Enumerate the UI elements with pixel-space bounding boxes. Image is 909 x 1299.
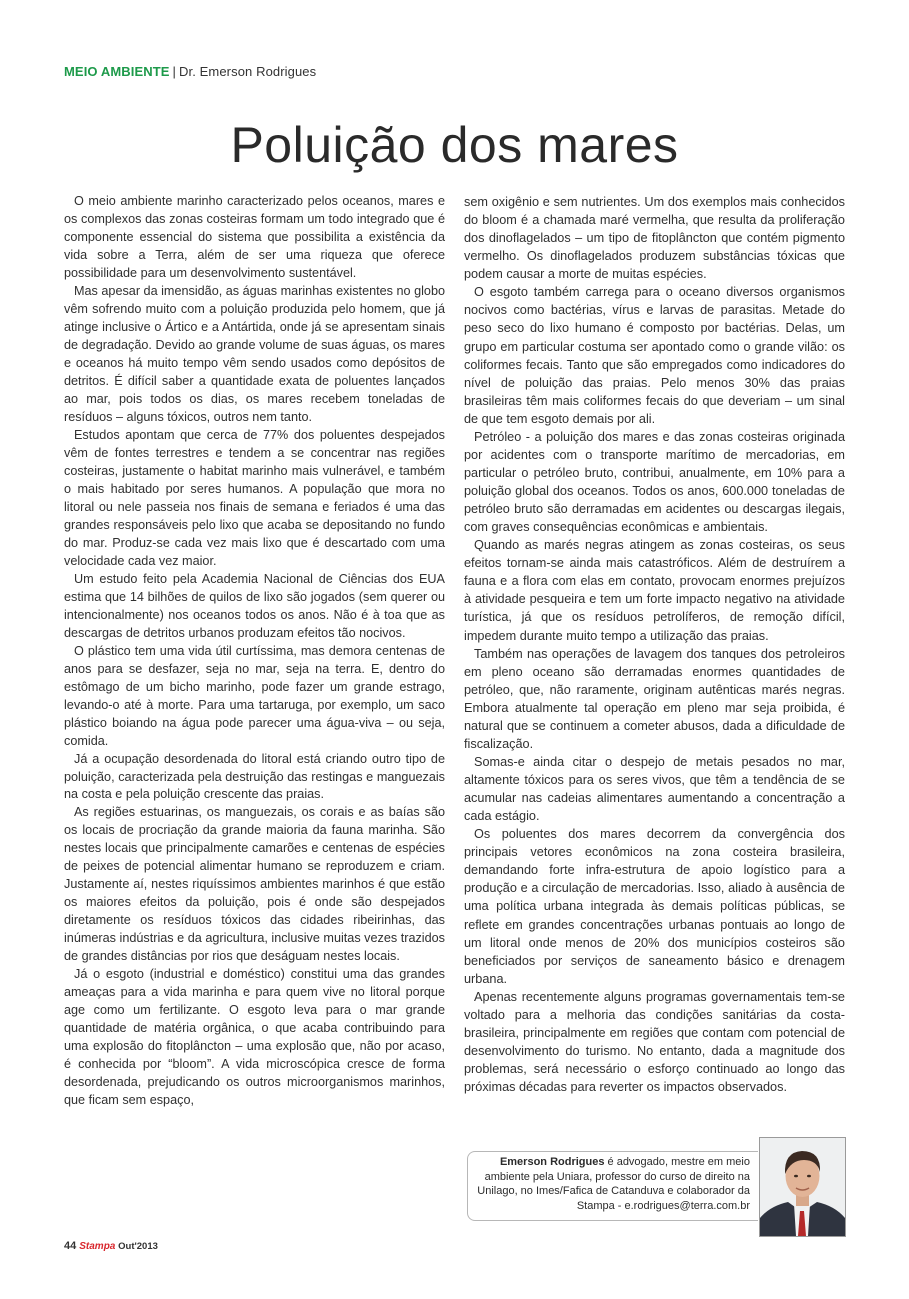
magazine-name: Stampa xyxy=(79,1241,116,1252)
paragraph: O plástico tem uma vida útil curtíssima, mas demora centenas de anos para se desfazer, seja no mar, seja na terra. E, dentro do estômago de um bicho marinho, pode fazer um grande estrago, levando-o até à morte. Para uma tartaruga, por exemplo, um saco plástico boiando na água pode parecer uma água-viva – ou seja, comida. xyxy=(64,643,445,748)
paragraph: Quando as marés negras atingem as zonas costeiras, os seus efeitos tornam-se ainda mais catastróficos. Além de destruírem a fauna e a flora com elas em contato, provocam enormes prejuízos à atividade pesqueira e tem um forte impacto negativo na atividade turística, já que os resíduos petrolíferos, de remoção difícil, impedem durante muito tempo a utilização das praias. xyxy=(464,538,845,643)
paragraph: Já a ocupação desordenada do litoral está criando outro tipo de poluição, caracterizada pela destruição das restingas e manguezais na costa e pela poluição crescente das praias. xyxy=(64,751,445,802)
paragraph: Mas apesar da imensidão, as águas marinhas existentes no globo vêm sofrendo muito com a poluição produzida pelo homem, que já atinge inclusive o Ártico e a Antártida, onde já se apresentam sinais de degradação. Devido ao grande volume de suas águas, os mares e oceanos há muito tempo vêm sendo usados como depósitos de detritos. É difícil saber a quantidade exata de poluentes lançados ao mar, pois todos os dias, os mares recebem toneladas de resíduos – alguns tóxicos, outros nem tanto. xyxy=(64,283,446,424)
paragraph: Apenas recentemente alguns programas governamentais tem-se voltado para a melhoria das condições sanitárias da costa-brasileira, principalmente em regiões que contam com potencial de desenvolvimento do turismo. No entanto, dada a magnitude dos problemas, será necessário o esforço continuado ao longo das próximas décadas para reverter os impactos observados. xyxy=(464,989,845,1095)
bio-text: é advogado, mestre em meio ambiente pela Uniara, professor do curso de direito na Unilago, no Imes/Fafica de Catanduva e colaborador da Stampa - e.rodrigues@terra.com.br xyxy=(477,1156,750,1212)
paragraph: Petróleo - a poluição dos mares e das zonas costeiras originada por acidentes com o transporte marítimo de mercadorias, em particular o petróleo bruto, contribui, anualmente, em 10% para a poluição global dos oceanos. Todos os anos, 600.000 toneladas de petróleo bruto são derramadas em acidentes ou descargas ilegais, com graves consequências econômicas e ambientais. xyxy=(464,429,845,535)
article-title: Poluição dos mares xyxy=(230,117,679,173)
paragraph: Já o esgoto (industrial e doméstico) constitui uma das grandes ameaças para a vida marinha e para quem vive no litoral porque age como um fertilizante. O esgoto leva para o mar grande quantidade de matéria orgânica, o que acaba contribuindo para uma explosão do fitoplâncton – uma explosão que, não por acaso, é conhecida por “bloom”. A vida microscópica cresce de forma desordenada, prejudicando os outros microorganismos marinhos, que ficam sem espaço, xyxy=(64,967,445,1108)
header-separator: | xyxy=(172,64,177,79)
paragraph: Um estudo feito pela Academia Nacional de Ciências dos EUA estima que 14 bilhões de quilos de lixo são jogados (sem querer ou intencionalmente) nos oceanos todos os anos. Não é à toa que as descargas de detritos urbanos produzam efeitos tão nocivos. xyxy=(64,571,445,640)
paragraph: Os poluentes dos mares decorrem da convergência dos principais vetores econômicos na zona costeira brasileira, demandando forte infra-estrutura de apoio logístico para a produção e a circulação de mercadorias. Isso, aliado à ausência de uma política urbana integrada às demais políticas públicas, se reflete em grandes concentrações urbanas pontuais ao longo de um litoral onde menos de 20% dos municípios costeiros são beneficiados por serviços de saneamento básico e drenagem urbana. xyxy=(464,827,845,986)
paragraph: Também nas operações de lavagem dos tanques dos petroleiros em pleno oceano são derramadas enormes quantidades de petróleo, que, não raramente, originam autênticas marés negras. Embora atualmente tal operação em pleno mar seja proibida, é natural que se continuem a cometer abusos, dada a dificuldade de fiscalização. xyxy=(464,646,845,751)
article-column-right xyxy=(464,193,845,1096)
paragraph: O meio ambiente marinho caracterizado pelos oceanos, mares e os complexos das zonas costeiras formam um todo integrado que é componente essencial do sistema que possibilita a existência da vida sobre a Terra, além de ser uma riqueza que oferece possibilidade para um desenvolvimento sustentável. xyxy=(64,194,445,280)
header-author: Dr. Emerson Rodrigues xyxy=(179,64,317,79)
author-bio xyxy=(474,1155,750,1213)
article-column-left xyxy=(64,193,445,1110)
author-photo xyxy=(759,1137,846,1237)
issue-date: Out'2013 xyxy=(118,1241,158,1252)
page-header xyxy=(64,64,316,79)
paragraph: O esgoto também carrega para o oceano diversos organismos nocivos como bactérias, vírus e larvas de parasitas. Metade do peso seco do lixo humano é composto por bactérias. Delas, um grupo em particular costuma ser apontado como o grande vilão: os coliformes fecais. Tanto que são empregados como indicadores do nível de poluição das praias. Pelo menos 30% das praias brasileiras têm mais coliformes fecais do que deveriam – um sinal de que tem esgoto demais por ali. xyxy=(464,285,845,426)
author-photo-icon xyxy=(760,1138,845,1236)
section-label: MEIO AMBIENTE xyxy=(64,64,170,79)
paragraph-continuation: sem oxigênio e sem nutrientes. Um dos exemplos mais conhecidos do bloom é a chamada maré vermelha, que resulta da proliferação dos dinoflagelados – um tipo de fitoplâncton que contém pigmento vermelho. Os dinoflagelados produzem substâncias tóxicas que podem causar a morte de muitas espécies. xyxy=(464,195,845,282)
paragraph: As regiões estuarinas, os manguezais, os corais e as baías são os locais de procriação da grande maioria da fauna marinha. São nestes locais que principalmente camarões e centenas de espécies de peixes de potencial alimentar humano se reproduzem e criam. Justamente aí, nestes riquíssimos ambientes marinhos é que estão os maiores efeitos da poluição, pois é onde são despejados diretamente os resíduos tóxicos das cidades ribeirinhas, das inúmeras indústrias e da agricultura, inclusive muitas vezes trazidos de grandes distâncias por rios que deságuam nestes locais. xyxy=(64,805,445,964)
paragraph: Somas-e ainda citar o despejo de metais pesados no mar, altamente tóxicos para os seres vivos, que têm a tendência de se acumular nas cadeias alimentares aumentando a concentração a cada estágio. xyxy=(464,754,845,824)
paragraph: Estudos apontam que cerca de 77% dos poluentes despejados vêm de fontes terrestres e tendem a se concentrar nas regiões costeiras, justamente o habitat marinho mais vulnerável, e também o mais habitado por seres humanos. A população que mora no litoral ou nele passeia nos finais de semana e feriados é uma das grandes responsáveis pelo lixo que acaba se depositando no fundo do mar. Produz-se cada vez mais lixo que é descartado com uma velocidade cada vez maior. xyxy=(64,427,445,568)
bio-author-name: Emerson Rodrigues xyxy=(499,1156,605,1168)
page-footer xyxy=(64,1240,158,1252)
page-number: 44 xyxy=(64,1240,77,1252)
